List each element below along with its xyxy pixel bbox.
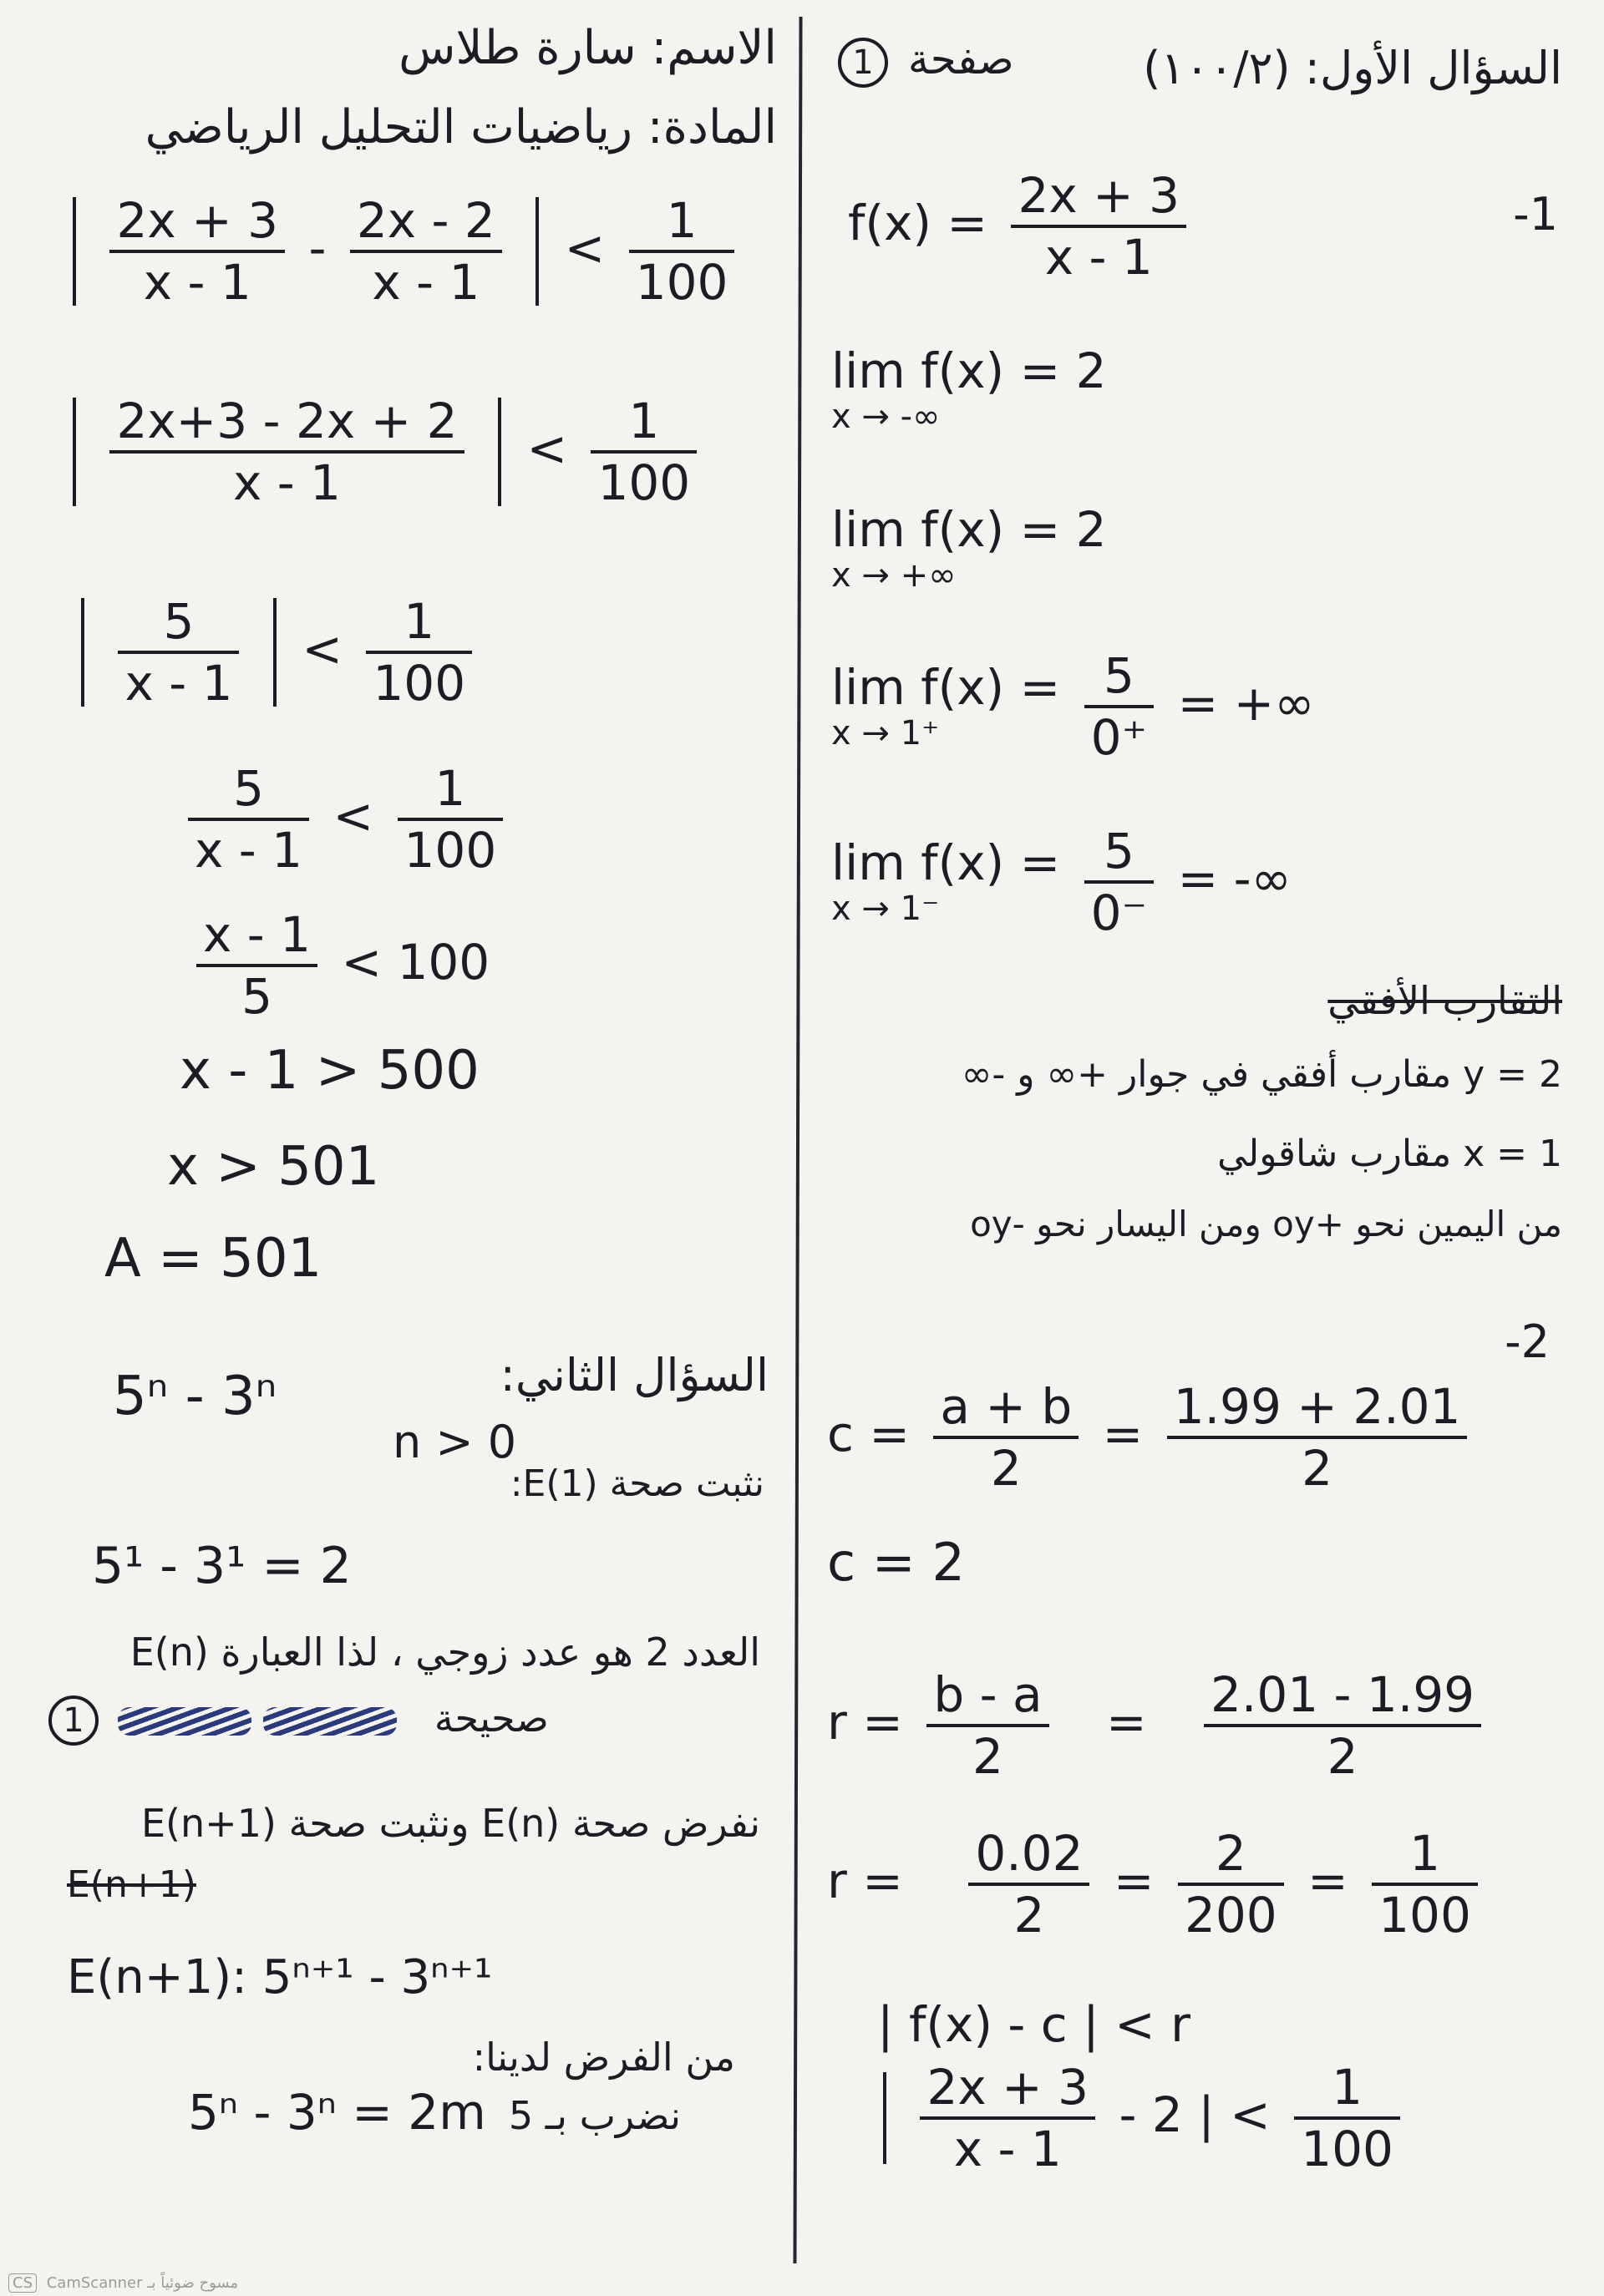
left-step-1: $\frac{2x + 3}{x - 1}$ - $\frac{2x - 2}{x - 1}$ < $\frac{1}{100}$ bbox=[63, 196, 743, 307]
denominator: 2 bbox=[1327, 1728, 1358, 1785]
left-step-5 bbox=[188, 906, 490, 1025]
numerator: 2x + 3 bbox=[1018, 167, 1180, 224]
numerator: 2x+3 - 2x + 2 bbox=[116, 393, 458, 449]
question2-condition: n > 0 bbox=[393, 1416, 517, 1468]
fraction bbox=[188, 760, 309, 879]
limit-result: = -∞ bbox=[1177, 850, 1292, 908]
abs-bar bbox=[536, 197, 539, 306]
limit-subscript: x → 1⁺ bbox=[831, 714, 940, 753]
numerator: 1 bbox=[1409, 1825, 1440, 1882]
circled-note bbox=[42, 1695, 549, 1746]
limit-one-minus bbox=[831, 823, 1292, 941]
numerator: 1 bbox=[404, 593, 435, 650]
camscanner-logo: CS bbox=[8, 2273, 37, 2293]
numerator: 5 bbox=[1103, 823, 1134, 879]
fraction bbox=[109, 393, 464, 511]
denominator: x - 1 bbox=[1044, 229, 1153, 286]
equals-sign: = bbox=[1102, 1406, 1144, 1463]
numerator: 5 bbox=[1103, 647, 1134, 704]
horizontal-asymptote: y = 2 مقارب أفقي في جوار +∞ و -∞ bbox=[961, 1053, 1562, 1096]
question2-title: السؤال الثاني: bbox=[500, 1349, 769, 1401]
radius-formula: r = $\frac{b - a}{2}$ = $\frac{2.01 - 1.99}{2}$ bbox=[827, 1670, 1490, 1781]
limit-pos-inf bbox=[831, 501, 1107, 595]
limit-expression: lim f(x) = 2 bbox=[831, 501, 1107, 558]
denominator: 100 bbox=[597, 454, 691, 511]
fraction bbox=[118, 593, 239, 712]
radius-lhs: r = bbox=[827, 1853, 919, 1910]
limit-one-plus bbox=[831, 647, 1315, 766]
fraction bbox=[398, 760, 504, 879]
center-formula bbox=[827, 1378, 1475, 1497]
fraction bbox=[1011, 167, 1186, 286]
numerator: 1 bbox=[628, 393, 660, 449]
left-step-7: x > 501 bbox=[167, 1136, 380, 1198]
left-step-4: $\frac{5}{x - 1}$ < $\frac{1}{100}$ bbox=[180, 764, 511, 874]
numerator: 5 bbox=[163, 593, 195, 650]
abs-bar bbox=[73, 197, 76, 306]
abs-bar bbox=[81, 598, 84, 707]
denominator: 100 bbox=[635, 254, 728, 311]
numerator: x - 1 bbox=[203, 906, 312, 963]
inequality-specific: $\frac{2x + 3}{x - 1}$ - 2 | < $\frac{1}{100}$ bbox=[873, 2063, 1409, 2173]
numerator: 1 bbox=[1332, 2059, 1363, 2116]
limit-result: = +∞ bbox=[1177, 675, 1315, 732]
column-divider bbox=[793, 17, 802, 2263]
fraction bbox=[1084, 823, 1155, 941]
fraction bbox=[1294, 2059, 1400, 2177]
abs-bar bbox=[73, 398, 76, 506]
inequality-middle: - 2 | bbox=[1119, 2086, 1215, 2144]
left-step-2: $\frac{2x+3 - 2x + 2}{x - 1}$ < $\frac{1}{100}$ bbox=[63, 397, 705, 507]
numerator: 2.01 - 1.99 bbox=[1210, 1666, 1475, 1723]
crossed-term: E(n+1) bbox=[67, 1863, 196, 1906]
denominator: x - 1 bbox=[124, 655, 233, 712]
item-1-marker: -1 bbox=[1513, 188, 1558, 241]
limit-subscript: x → 1⁻ bbox=[831, 890, 940, 928]
fraction bbox=[196, 906, 317, 1025]
limit-expression: lim f(x) = bbox=[831, 659, 1061, 716]
page-number: 1 bbox=[838, 38, 888, 88]
multiply-note: نضرب بـ 5 bbox=[508, 2093, 681, 2138]
induction-assumption: نفرض صحة E(n) ونثبت صحة E(n+1) bbox=[140, 1801, 760, 1846]
abs-bar bbox=[273, 598, 277, 707]
denominator: 100 bbox=[1301, 2121, 1393, 2177]
center-result: c = 2 bbox=[827, 1532, 965, 1593]
left-answer: A = 501 bbox=[104, 1228, 322, 1290]
numerator: 2x + 3 bbox=[926, 2059, 1089, 2116]
denominator: 0⁻ bbox=[1090, 884, 1148, 941]
limit-expression: lim f(x) = 2 bbox=[831, 342, 1107, 399]
denominator: 2 bbox=[972, 1728, 1003, 1785]
numerator: 2x - 2 bbox=[356, 192, 495, 249]
numerator: 1.99 + 2.01 bbox=[1173, 1378, 1461, 1435]
fraction bbox=[629, 192, 735, 311]
limit-neg-inf bbox=[831, 342, 1107, 436]
fraction bbox=[1178, 1825, 1284, 1944]
abs-bar bbox=[498, 398, 501, 506]
left-step-6: x - 1 > 500 bbox=[180, 1040, 480, 1102]
radius-lhs: r = bbox=[827, 1694, 903, 1751]
abs-bar bbox=[883, 2072, 886, 2164]
fraction bbox=[1372, 1825, 1478, 1944]
numerator: 0.02 bbox=[975, 1825, 1084, 1882]
item-2-marker: -2 bbox=[1505, 1315, 1550, 1368]
hypothesis-equation: 5ⁿ - 3ⁿ = 2m bbox=[188, 2084, 486, 2141]
question2-expression: 5ⁿ - 3ⁿ bbox=[113, 1366, 277, 1427]
fraction bbox=[591, 393, 697, 511]
asymptote-heading: التقارب الأفقي bbox=[1327, 978, 1562, 1023]
fraction bbox=[1167, 1378, 1468, 1497]
denominator: x - 1 bbox=[195, 822, 303, 879]
true-word: صحيحة bbox=[434, 1695, 549, 1741]
scanner-watermark bbox=[8, 2273, 238, 2293]
numerator: 5 bbox=[233, 760, 264, 817]
limit-expression: lim f(x) = bbox=[831, 834, 1061, 891]
fraction bbox=[926, 1666, 1048, 1785]
denominator: 100 bbox=[1378, 1887, 1471, 1944]
inequality-general: | f(x) - c | < r bbox=[877, 1996, 1190, 2053]
circled-number: 1 bbox=[48, 1695, 99, 1746]
limit-subscript: x → -∞ bbox=[831, 398, 941, 436]
fraction bbox=[1204, 1666, 1481, 1785]
asymptote-direction: من اليمين نحو +oy ومن اليسار نحو -oy bbox=[970, 1204, 1562, 1244]
center-lhs: c = bbox=[827, 1406, 910, 1463]
numerator: a + b bbox=[940, 1378, 1073, 1435]
subject-line: المادة: رياضيات التحليل الرياضي bbox=[145, 100, 777, 155]
denominator: 200 bbox=[1184, 1887, 1277, 1944]
page-label: صفحة bbox=[907, 35, 1014, 84]
student-name: الاسم: سارة طلاس bbox=[398, 21, 777, 75]
numerator: 1 bbox=[666, 192, 698, 249]
denominator: 2 bbox=[990, 1440, 1022, 1497]
hypothesis-label: من الفرض لدينا: bbox=[472, 2035, 735, 2080]
radius-value: r = $\frac{0.02}{2}$ = $\frac{2}{200}$ = $\frac{1}{100}$ bbox=[827, 1829, 1486, 1939]
limit-subscript: x → +∞ bbox=[831, 556, 957, 595]
fraction bbox=[1084, 647, 1155, 766]
numerator: 2x + 3 bbox=[116, 192, 279, 249]
denominator: x - 1 bbox=[372, 254, 480, 311]
denominator: x - 1 bbox=[953, 2121, 1062, 2177]
fraction bbox=[366, 593, 472, 712]
crossed-out-text bbox=[118, 1707, 251, 1736]
denominator: 100 bbox=[373, 655, 466, 712]
numerator: 1 bbox=[434, 760, 466, 817]
fraction bbox=[920, 2059, 1095, 2177]
fraction bbox=[109, 192, 285, 311]
crossed-out-text bbox=[263, 1707, 397, 1736]
fraction bbox=[933, 1378, 1079, 1497]
denominator: x - 1 bbox=[232, 454, 342, 511]
page-marker bbox=[831, 35, 1014, 88]
numerator: b - a bbox=[933, 1666, 1043, 1723]
base-case: 5¹ - 3¹ = 2 bbox=[92, 1537, 352, 1595]
fraction bbox=[350, 192, 502, 311]
denominator: 2 bbox=[1302, 1440, 1333, 1497]
fraction bbox=[968, 1825, 1089, 1944]
vertical-asymptote: x = 1 مقارب شاقولي bbox=[1217, 1133, 1562, 1175]
denominator: 5 bbox=[241, 968, 272, 1025]
question2-prove: نثبت صحة E(1): bbox=[510, 1462, 764, 1505]
denominator: 100 bbox=[404, 822, 497, 879]
denominator: 2 bbox=[1013, 1887, 1045, 1944]
camscanner-label: CamScanner مسوح ضوئياً بـ bbox=[46, 2274, 239, 2292]
function-lhs: f(x) = bbox=[848, 195, 988, 252]
left-step-3: $\frac{5}{x - 1}$ < $\frac{1}{100}$ bbox=[71, 597, 480, 707]
numerator: 2 bbox=[1215, 1825, 1246, 1882]
question1-title: السؤال الأول: (١٠٠/٢) bbox=[1143, 42, 1562, 94]
denominator: x - 1 bbox=[143, 254, 251, 311]
inequality-rhs: < 100 bbox=[341, 934, 490, 991]
denominator: 0⁺ bbox=[1090, 709, 1148, 766]
function-definition bbox=[848, 167, 1195, 286]
induction-step: E(n+1): 5ⁿ⁺¹ - 3ⁿ⁺¹ bbox=[67, 1950, 493, 2005]
even-statement: العدد 2 هو عدد زوجي ، لذا العبارة E(n) bbox=[129, 1630, 760, 1675]
